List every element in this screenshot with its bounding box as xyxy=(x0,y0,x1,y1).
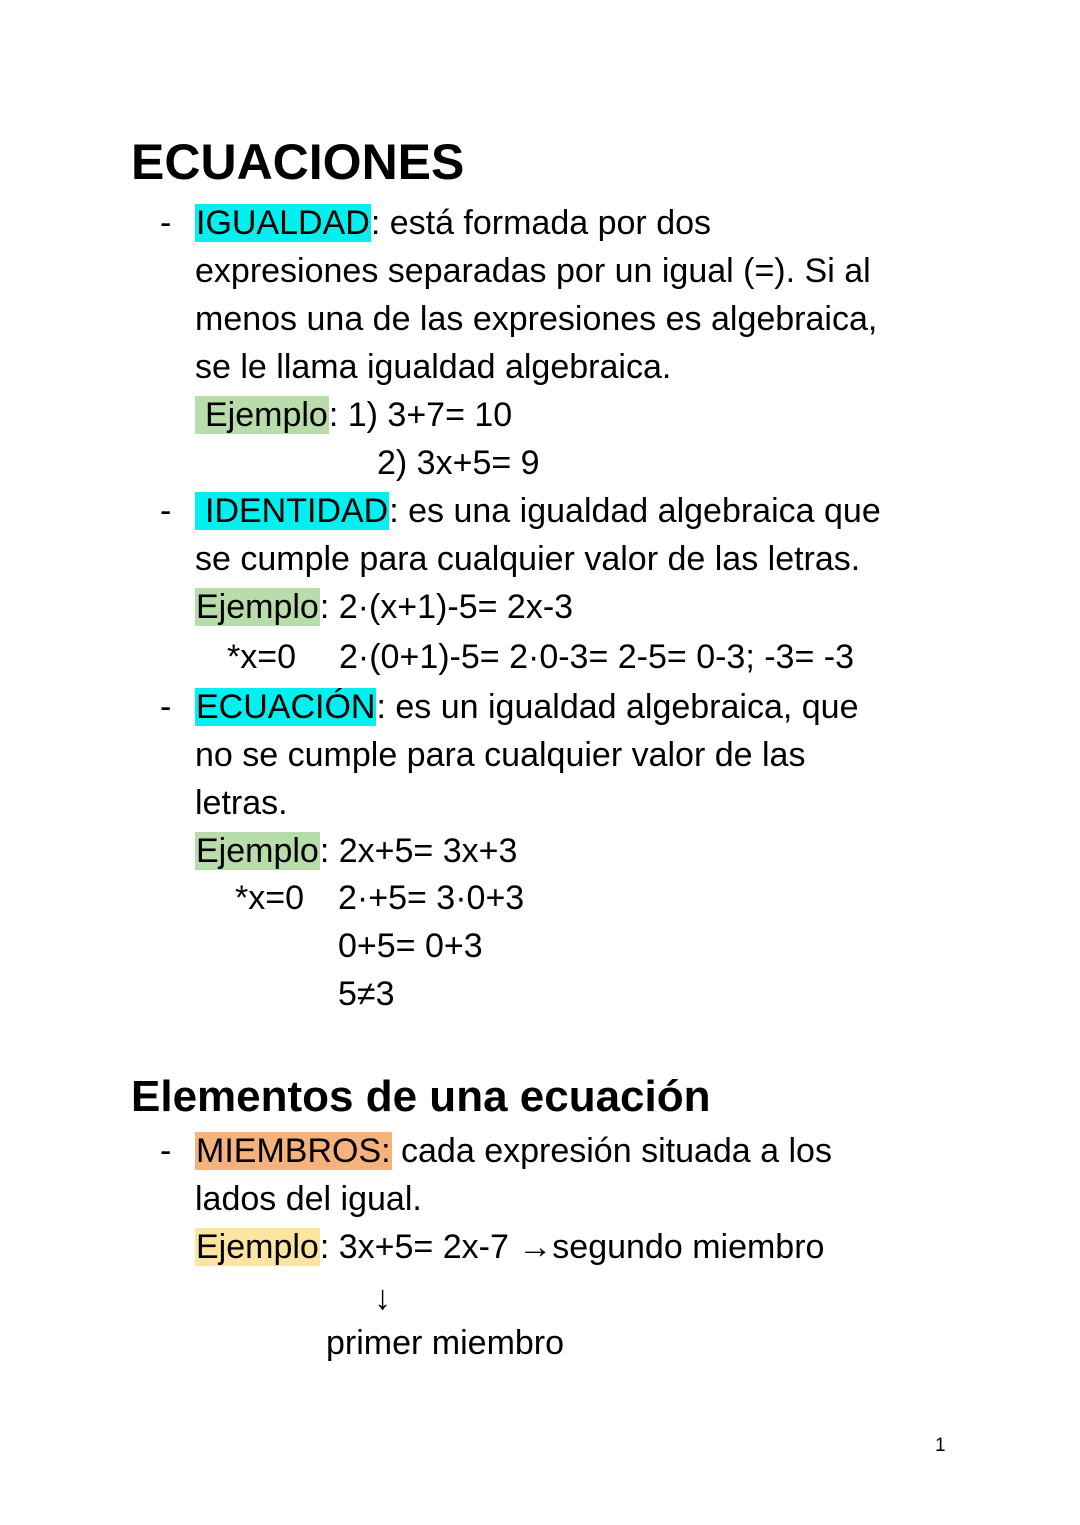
miembros-term: MIEMBROS: xyxy=(196,1132,391,1170)
identidad-term: IDENTIDAD xyxy=(195,492,389,530)
identidad-check-var: *x=0 xyxy=(227,638,296,676)
bullet-dash: - xyxy=(160,492,172,530)
page-number: 1 xyxy=(935,1435,946,1456)
igualdad-line-1 xyxy=(195,199,711,247)
identidad-text-1: : es una igualdad algebraica que xyxy=(389,492,881,530)
example-label: Ejemplo xyxy=(196,832,319,870)
ecuacion-example-line xyxy=(195,827,517,875)
identidad-line-2: se cumple para cualquier valor de las letras. xyxy=(195,540,861,578)
identidad-line-1 xyxy=(195,487,881,535)
identidad-check-expr: 2·(0+1)-5= 2·0-3= 2-5= 0-3; -3= -3 xyxy=(339,638,854,676)
igualdad-line-4: se le llama igualdad algebraica. xyxy=(195,348,672,386)
miembros-example-line xyxy=(195,1223,824,1271)
igualdad-line-3: menos una de las expresiones es algebraica, xyxy=(195,300,878,338)
igualdad-example-line xyxy=(195,391,512,439)
ecuacion-text-1: : es un igualdad algebraica, que xyxy=(376,688,859,726)
ecuacion-step-2: 0+5= 0+3 xyxy=(338,927,483,965)
ecuacion-step-3: 5≠3 xyxy=(338,975,395,1013)
section-title: Elementos de una ecuación xyxy=(131,1072,711,1121)
ecuacion-example-1: : 2x+5= 3x+3 xyxy=(319,832,518,870)
igualdad-example-1: : 1) 3+7= 10 xyxy=(328,396,513,434)
example-label: Ejemplo xyxy=(196,1228,319,1266)
ecuacion-step-1: 2·+5= 3·0+3 xyxy=(338,879,525,917)
bullet-dash: - xyxy=(160,204,172,242)
miembros-example-1: : 3x+5= 2x-7 →segundo miembro xyxy=(319,1228,825,1266)
miembros-text-1: cada expresión situada a los xyxy=(391,1132,832,1170)
miembros-line-1 xyxy=(195,1127,832,1175)
identidad-example-1: : 2·(x+1)-5= 2x-3 xyxy=(319,588,574,626)
igualdad-term: IGUALDAD xyxy=(196,204,370,242)
miembros-line-2: lados del igual. xyxy=(195,1180,422,1218)
ecuacion-term: ECUACIÓN xyxy=(196,688,376,726)
bullet-dash: - xyxy=(160,688,172,726)
example-label: Ejemplo xyxy=(196,588,319,626)
bullet-dash: - xyxy=(160,1132,172,1170)
arrow-down-icon: ↓ xyxy=(374,1279,391,1317)
ecuacion-check-var: *x=0 xyxy=(235,879,304,917)
ecuacion-line-2: no se cumple para cualquier valor de las xyxy=(195,736,806,774)
igualdad-text-1: : está formada por dos xyxy=(370,204,712,242)
identidad-example-line xyxy=(195,583,573,631)
example-label: Ejemplo xyxy=(195,396,329,434)
primer-miembro-label: primer miembro xyxy=(326,1324,565,1362)
igualdad-example-2: 2) 3x+5= 9 xyxy=(377,444,540,482)
igualdad-line-2: expresiones separadas por un igual (=). Si al xyxy=(195,252,871,290)
ecuacion-line-1 xyxy=(195,683,859,731)
page-title: ECUACIONES xyxy=(131,134,465,190)
ecuacion-line-3: letras. xyxy=(195,784,288,822)
